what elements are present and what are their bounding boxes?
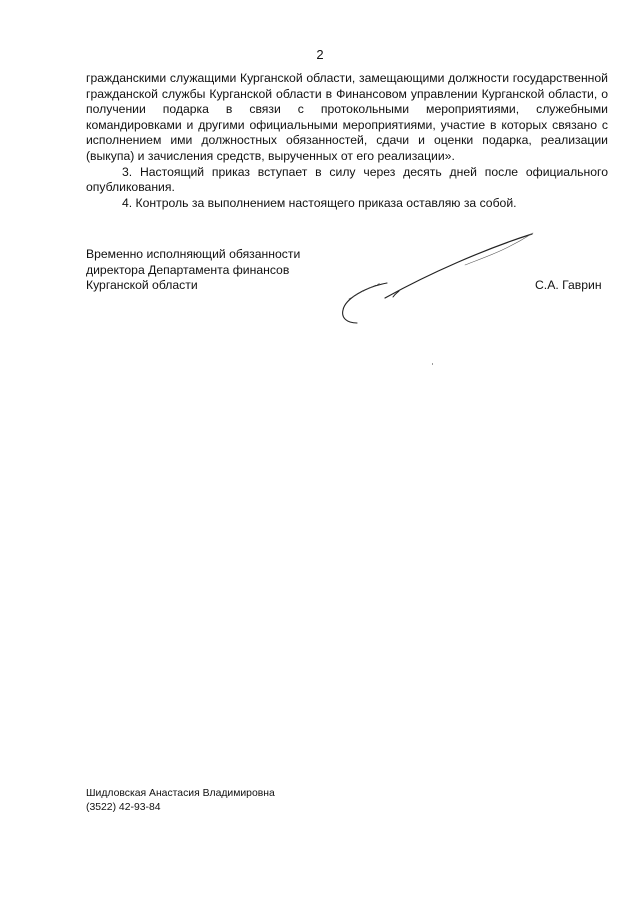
executor-name: Шидловская Анастасия Владимировна xyxy=(86,788,275,799)
signatory-title-line: директора Департамента финансов xyxy=(86,262,290,277)
paragraph-continuation: гражданскими служащими Курганской области, замещающими должности государственной гражданской службы Курганской области в Финансовом управлении Курганской области, о получении подарка в связи с протокольными мероприятиями, служебными командировками и другими официальными мероприятиями, участие в которых связано с исполнением ими должностных обязанностей, сдачи и оценки подарка, реализации (выкупа) и зачисления средств, вырученных от его реализации». xyxy=(86,71,608,163)
executor-phone: (3522) 42-93-84 xyxy=(86,801,161,813)
scan-speck xyxy=(432,363,433,365)
signer-name: С.А. Гаврин xyxy=(535,278,602,292)
page-number: 2 xyxy=(316,47,324,62)
paragraph-4: 4. Контроль за выполнением настоящего приказа оставляю за собой. xyxy=(122,195,517,210)
paragraph-3: 3. Настоящий приказ вступает в силу через десять дней после официального опубликования. xyxy=(86,164,608,195)
executor-contact xyxy=(86,787,275,814)
handwritten-signature xyxy=(335,225,545,335)
signatory-title-line: Временно исполняющий обязанности xyxy=(86,247,301,261)
signatory-title-line: Курганской области xyxy=(86,278,198,293)
document-body xyxy=(86,71,608,211)
